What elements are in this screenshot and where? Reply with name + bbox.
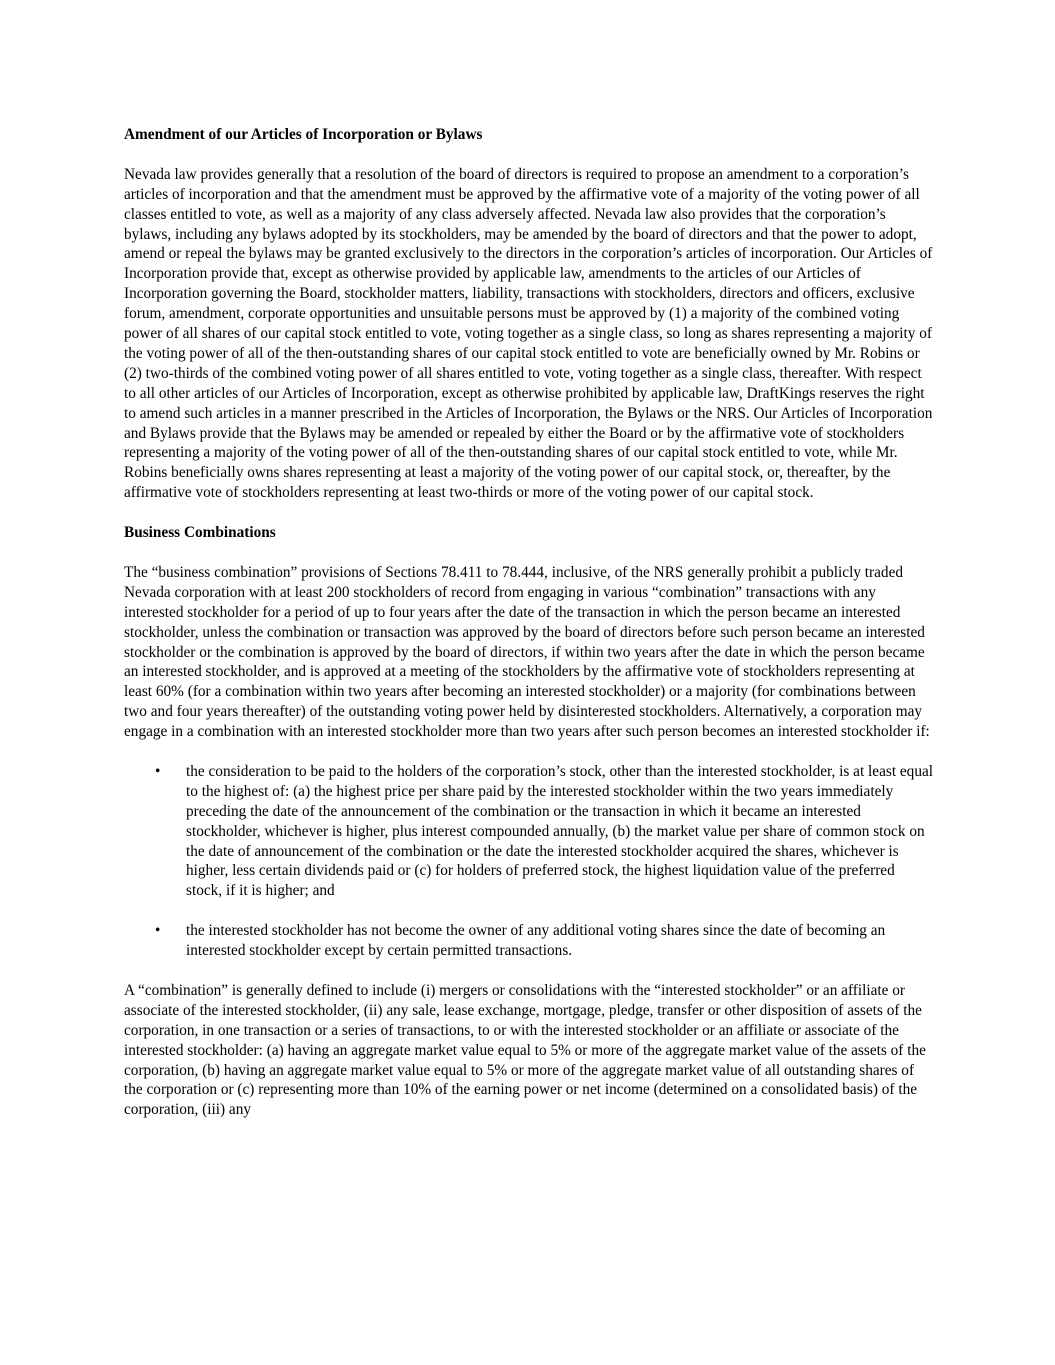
section-heading-amendment: Amendment of our Articles of Incorporation or Bylaws bbox=[124, 126, 483, 143]
spacer bbox=[124, 145, 934, 165]
bullet-icon: • bbox=[155, 762, 161, 780]
spacer bbox=[124, 503, 934, 523]
combination-definition-paragraph: A “combination” is generally defined to include (i) mergers or consolidations with the “interested stockholder” or an affiliate or associate of the interested stockholder, (ii) any sale, lease exchange, mortgage, pledge, transfer or other disposition of assets of the corporation, in one transaction or a series of transactions, to or with the interested stockholder or an affiliate or associate of the interested stockholder: (a) having an aggregate market value equal to 5% or more of the aggregate market value of the assets of the corporation, (b) having an aggregate market value equal to 5% or more of the aggregate market value of all outstanding shares of the corporation or (c) representing more than 10% of the earning power or net income (determined on a consolidated basis) of the corporation, (iii) any bbox=[124, 981, 926, 1119]
list-item bbox=[124, 762, 934, 901]
spacer bbox=[124, 742, 934, 762]
bullet-icon: • bbox=[155, 922, 161, 940]
spacer bbox=[124, 961, 934, 981]
amendment-paragraph: Nevada law provides generally that a resolution of the board of directors is required to propose an amendment to a corporation’s articles of incorporation and that the amendment must be approved by the affirmative vote of a majority of the voting power of all classes entitled to vote, as well as a majority of any class adversely affected. Nevada law also provides that the corporation’s bylaws, including any bylaws adopted by its stockholders, may be amended by the board of directors and that the power to adopt, amend or repeal the bylaws may be granted exclusively to the directors in the corporation’s articles of incorporation. Our Articles of Incorporation provide that, except as otherwise provided by applicable law, amendments to the articles of our Articles of Incorporation governing the Board, stockholder matters, liability, transactions with stockholders, directors and officers, exclusive forum, amendment, corporate opportunities and unsuitable persons must be approved by (1) a majority of the combined voting power of all shares of our capital stock entitled to vote, voting together as a single class, so long as shares representing a majority of the voting power of all of the then-outstanding shares of our capital stock entitled to vote are beneficially owned by Mr. Robins or (2) two-thirds of the combined voting power of all shares entitled to vote, voting together as a single class, thereafter. With respect to all other articles of our Articles of Incorporation, except as otherwise prohibited by applicable law, DraftKings reserves the right to amend such articles in a manner prescribed in the Articles of Incorporation, the Bylaws or the NRS. Our Articles of Incorporation and Bylaws provide that the Bylaws may be amended or repealed by either the Board or by the affirmative vote of stockholders representing a majority of the voting power of all of the then-outstanding shares of our capital stock entitled to vote, while Mr. Robins beneficially owns shares representing at least a majority of the voting power of our capital stock, or, thereafter, by the affirmative vote of stockholders representing at least two-thirds or more of the voting power of our capital stock. bbox=[124, 165, 933, 502]
list-item bbox=[124, 921, 934, 961]
section-heading-business-combinations: Business Combinations bbox=[124, 524, 276, 542]
spacer bbox=[124, 543, 934, 563]
business-combinations-paragraph: The “business combination” provisions of Sections 78.411 to 78.444, inclusive, of the NRS generally prohibit a publicly traded Nevada corporation with at least 200 stockholders of record from engaging in various “combination” transactions with any interested stockholder for a period of up to four years after the date of the transaction in which the person became an interested stockholder, unless the combination or transaction was approved by the board of directors before such person became an interested stockholder or the combination is approved by the board of directors, if within two years after the date in which the person became an interested stockholder, and is approved at a meeting of the stockholders by the affirmative vote of stockholders representing at least 60% (for a combination within two years after becoming an interested stockholder) or a majority (for combinations between two and four years thereafter) of the outstanding voting power held by disinterested stockholders. Alternatively, a corporation may engage in a combination with an interested stockholder more than two years after such person becomes an interested stockholder if: bbox=[124, 563, 930, 741]
condition-list bbox=[124, 762, 934, 961]
list-item-text: the consideration to be paid to the holders of the corporation’s stock, other than the interested stockholder, is at least equal to the highest of: (a) the highest price per share paid by the interested stockholder within the two years immediately preceding the date of the announcement of the combination or the transaction in which it became an interested stockholder, whichever is higher, plus interest compounded annually, (b) the market value per share of common stock on the date of announcement of the combination or the date the interested stockholder acquired the shares, whichever is higher, less certain dividends paid or (c) for holders of preferred stock, the highest liquidation value of the preferred stock, if it is higher; and bbox=[186, 762, 934, 900]
list-item-text: the interested stockholder has not become the owner of any additional voting shares since the date of becoming an interested stockholder except by certain permitted transactions. bbox=[186, 922, 886, 960]
spacer bbox=[124, 901, 934, 921]
document-page bbox=[124, 125, 934, 1120]
